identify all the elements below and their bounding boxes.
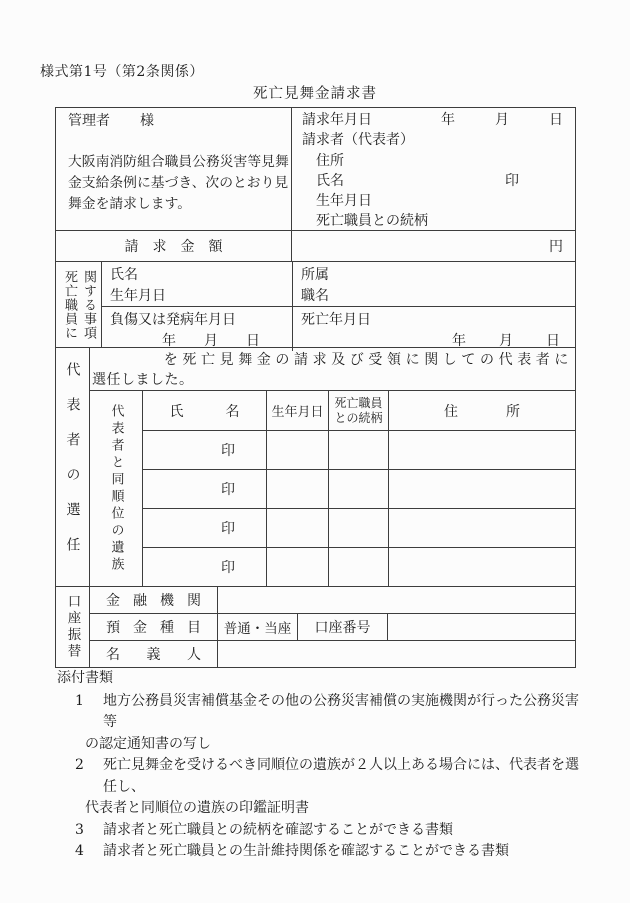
form-number: 様式第1号（第2条関係） (40, 64, 204, 80)
injury-date-label: 負傷又は発病年月日 (110, 312, 236, 328)
item-text: 請求者と死亡職員との生計維持関係を確認することができる書類 (103, 843, 509, 859)
group-label-cell (90, 391, 142, 586)
account-number-label: 口座番号 (297, 614, 387, 640)
deposit-type-label-cell: 預金種目 (106, 620, 201, 636)
header-address: 住所 (388, 391, 575, 430)
representative-statement (90, 348, 575, 390)
name-seal-cell (143, 431, 266, 469)
bank-section-label: 口座振替 (64, 594, 81, 660)
claim-amount-value-cell (291, 231, 575, 261)
attachment-item-1 (57, 691, 585, 756)
item-text: 請求者と死亡職員との続柄を確認することができる書類 (103, 821, 453, 838)
claimant-label-line (302, 130, 575, 150)
representative-section (56, 347, 575, 586)
yen-unit-label: 円 (549, 239, 563, 255)
name-seal-cell (143, 548, 266, 586)
claimant-birthdate-line (302, 191, 575, 211)
address-label: 住所 (316, 152, 344, 169)
job-title-label: 職名 (301, 287, 329, 304)
representative-row-3 (143, 508, 575, 547)
death-date-cell (292, 307, 575, 351)
institution-label-cell: 金融機関 (106, 593, 201, 609)
birthdate-label: 生年月日 (316, 193, 372, 210)
addressee-cell (56, 108, 291, 230)
attachments-section (57, 668, 585, 863)
relation-cell (328, 431, 388, 469)
holder-label-cell: 名義人 (106, 647, 201, 663)
claimant-cell (291, 108, 575, 230)
address-cell (388, 431, 575, 469)
deceased-name-cell (102, 262, 292, 306)
claimant-name-line (302, 171, 575, 191)
day-label: 日 (549, 112, 563, 128)
birthdate-cell (266, 470, 328, 508)
statement-line-2: 選任しました。 (92, 372, 194, 388)
page-title: 死亡見舞金請求書 (253, 86, 377, 102)
claim-date-units (441, 110, 575, 130)
address-cell (388, 470, 575, 508)
representative-columns (142, 391, 575, 586)
claim-form-table (55, 107, 576, 668)
seal-label: 印 (221, 521, 235, 537)
statement-line-1: を死亡見舞金の請求及び受領に関しての代表者に (163, 352, 573, 368)
name-seal-cell (143, 509, 266, 547)
month-label: 月 (204, 332, 218, 349)
institution-value-cell (217, 587, 575, 613)
name-seal-cell (143, 470, 266, 508)
relation-cell (328, 509, 388, 547)
year-label: 年 (162, 332, 176, 349)
bank-holder-row (90, 640, 575, 667)
relation-cell (328, 470, 388, 508)
attachment-item-2 (57, 755, 585, 820)
seal-label: 印 (221, 443, 235, 459)
representative-section-body (89, 348, 575, 586)
item-text: 地方公務員災害補償基金その他の公務災害補償の実施機関が行った公務災害等 (103, 692, 579, 730)
claimant-label: 請求者（代表者） (302, 132, 414, 149)
attachment-item-3 (57, 820, 585, 842)
month-label: 月 (499, 332, 513, 349)
deceased-label-col1: 死亡職員に (62, 269, 77, 340)
manager-label: 管理者 (68, 113, 110, 129)
header-name: 氏名 (169, 403, 282, 420)
year-label: 年 (441, 112, 455, 128)
item-number: 1 (75, 692, 84, 709)
claim-amount-label-cell (56, 231, 291, 261)
representative-section-label-cell (56, 348, 89, 586)
item-number: 2 (75, 757, 84, 773)
injury-date-cell (102, 307, 292, 351)
claim-amount-row (56, 230, 575, 261)
representative-table (90, 390, 575, 586)
name-label: 氏名 (316, 172, 344, 189)
representative-row-1 (143, 430, 575, 469)
bank-section-label-cell (56, 587, 89, 667)
representative-table-header (143, 391, 575, 430)
year-label: 年 (452, 332, 466, 349)
representative-row-2 (143, 469, 575, 508)
deceased-birthdate-label: 生年月日 (110, 287, 166, 304)
bank-section-body (89, 587, 575, 667)
deceased-section (56, 261, 575, 347)
affiliation-label: 所属 (301, 267, 329, 283)
holder-value-cell (217, 641, 575, 667)
address-cell (388, 548, 575, 586)
deceased-section-label (56, 262, 101, 347)
birthdate-cell (266, 431, 328, 469)
claim-amount-label: 請求金額 (124, 239, 237, 255)
item-number: 4 (75, 843, 84, 859)
death-date-label: 死亡年月日 (301, 312, 371, 328)
seal-label: 印 (221, 482, 235, 498)
address-cell (388, 509, 575, 547)
claim-date-line (302, 110, 575, 130)
deceased-section-body (101, 262, 575, 347)
header-birthdate: 生年月日 (266, 391, 328, 430)
deceased-dates-row (102, 306, 575, 351)
deposit-options: 普通・当座 (217, 614, 297, 640)
claimant-address-line (302, 151, 575, 171)
day-label: 日 (246, 332, 260, 349)
relation-cell (328, 548, 388, 586)
attachments-heading: 添付書類 (57, 670, 113, 686)
account-number-value-cell (387, 614, 575, 640)
group-label: 代表者と同順位の遺族 (108, 403, 124, 574)
manager-line (68, 111, 291, 132)
item-text-continued: の認定通知書の写し (85, 735, 211, 752)
bank-deposit-row (90, 613, 575, 640)
deceased-affiliation-cell (292, 262, 575, 306)
attachment-item-4 (57, 841, 585, 863)
relation-label: 死亡職員との続柄 (316, 213, 428, 230)
month-label: 月 (495, 112, 509, 128)
deceased-name-label: 氏名 (110, 267, 138, 283)
deceased-label-col2: 関する事項 (81, 269, 96, 340)
item-number: 3 (75, 821, 84, 838)
birthdate-cell (266, 548, 328, 586)
deceased-identity-row (102, 262, 575, 306)
item-text-continued: 代表者と同順位の遺族の印鑑証明書 (85, 800, 309, 816)
claim-date-label: 請求年月日 (302, 112, 372, 128)
claimant-relation-line (302, 211, 575, 231)
bank-institution-row (90, 587, 575, 613)
addressee-claimant-row (56, 108, 575, 230)
bank-section (56, 586, 575, 667)
header-relation: 死亡職員との続柄 (328, 391, 388, 430)
request-statement: 大阪南消防組合職員公務災害等見舞金支給条例に基づき、次のとおり見舞金を請求します。 (68, 153, 289, 212)
seal-label: 印 (505, 172, 519, 189)
representative-section-label: 代表者の選任 (64, 362, 81, 572)
honorific-label: 様 (140, 113, 154, 129)
seal-label: 印 (221, 560, 235, 576)
birthdate-cell (266, 509, 328, 547)
representative-row-4 (143, 547, 575, 586)
day-label: 日 (546, 332, 560, 349)
item-text: 死亡見舞金を受けるべき同順位の遺族が２人以上ある場合には、代表者を選任し、 (103, 757, 579, 795)
representative-table-body (143, 430, 575, 586)
